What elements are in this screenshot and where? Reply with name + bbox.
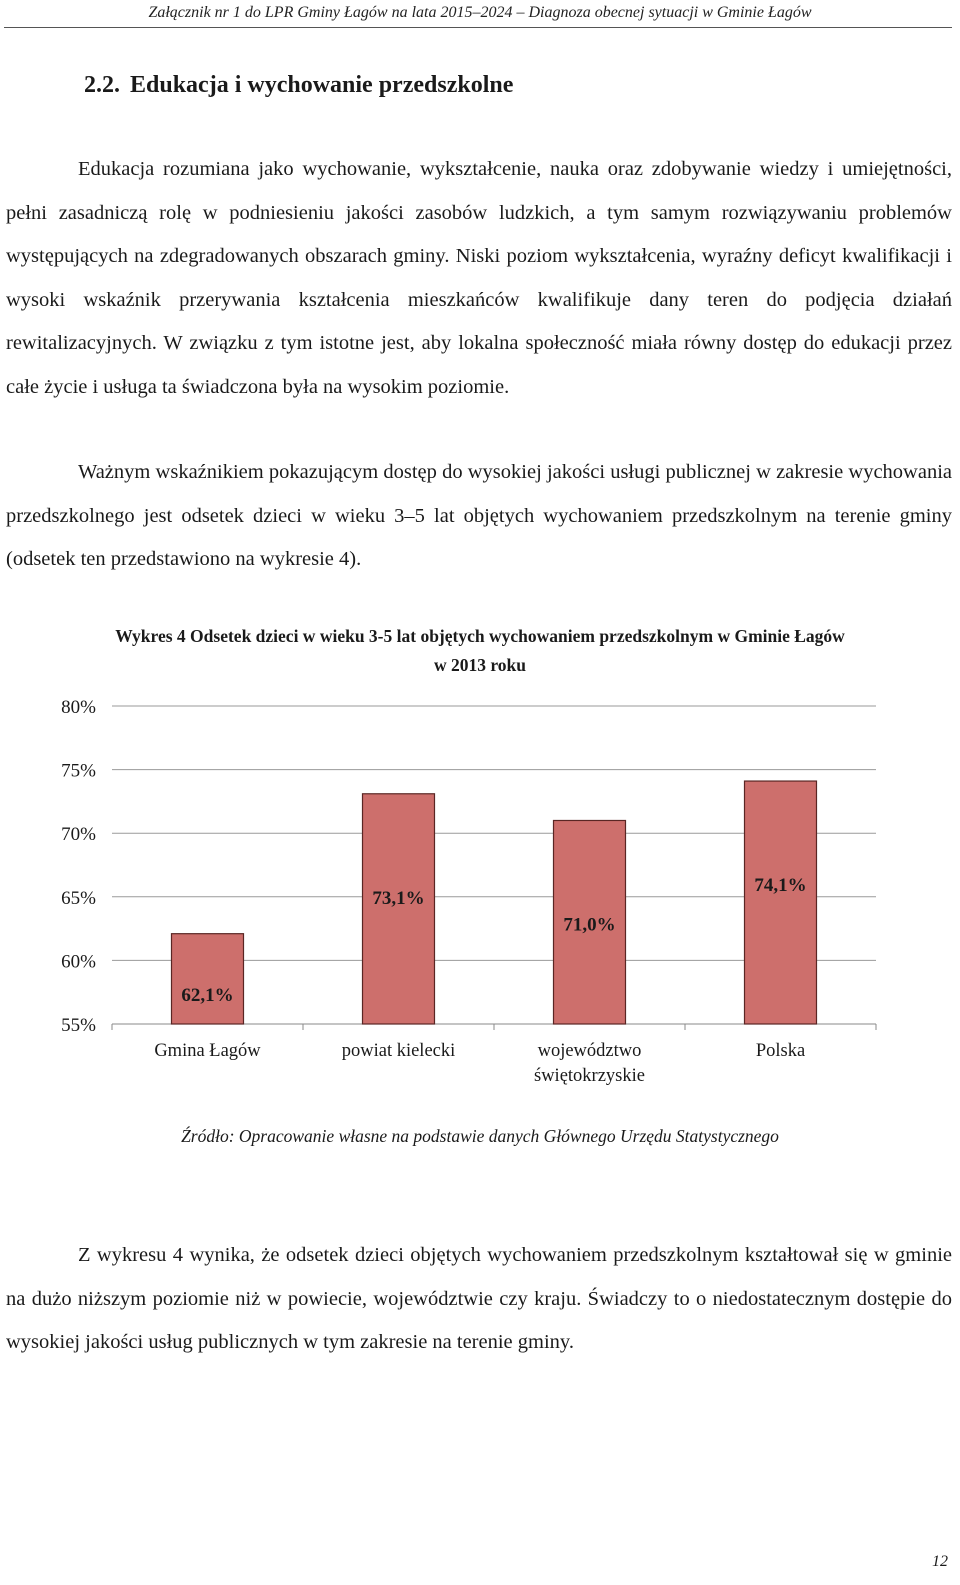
- chart-title-line-1: Wykres 4 Odsetek dzieci w wieku 3-5 lat objętych wychowaniem przedszkolnym w Gminie Łagów: [115, 626, 845, 646]
- data-label: 73,1%: [372, 887, 425, 909]
- bar: [363, 794, 435, 1024]
- section-number: 2.2.: [84, 72, 120, 98]
- x-category-label: Polska: [755, 1041, 806, 1061]
- document-header: Załącznik nr 1 do LPR Gminy Łagów na lata 2015–2024 – Diagnoza obecnej sytuacji w Gminie Łagów: [148, 4, 812, 21]
- x-category-label: Gmina Łagów: [154, 1041, 261, 1061]
- section-title: Edukacja i wychowanie przedszkolne: [130, 72, 514, 98]
- chart-title: [0, 622, 960, 680]
- chart-source-note: Źródło: Opracowanie własne na podstawie danych Głównego Urzędu Statystycznego: [181, 1126, 779, 1146]
- page-number: 12: [932, 1553, 948, 1570]
- paragraph-indicator: Ważnym wskaźnikiem pokazującym dostęp do wysokiej jakości usługi publicznej w zakresie wychowania przedszkolnego jest odsetek dzieci w wieku 3–5 lat objętych wychowaniem przedszkolnym na terenie gminy (odsetek ten przedstawiono na wykresie 4).: [6, 461, 952, 570]
- y-tick-label: 65%: [61, 887, 96, 909]
- preschool-bar-chart: [0, 690, 960, 1110]
- bar: [172, 934, 244, 1024]
- chart-title-line-2: w 2013 roku: [433, 655, 527, 675]
- y-tick-label: 60%: [61, 951, 96, 973]
- data-label: 71,0%: [563, 914, 616, 936]
- data-label: 74,1%: [754, 875, 807, 897]
- y-tick-label: 75%: [61, 760, 96, 782]
- section-heading: [84, 72, 513, 99]
- data-label: 62,1%: [181, 984, 234, 1006]
- paragraph-conclusion: Z wykresu 4 wynika, że odsetek dzieci objętych wychowaniem przedszkolnym kształtował się w gminie na dużo niższym poziomie niż w powiecie, województwie czy kraju. Świadczy to o niedostatecznym dostępie do wysokiej jakości usług publicznych w tym zakresie na terenie gminy.: [6, 1244, 952, 1353]
- y-tick-label: 70%: [61, 824, 96, 846]
- header-divider: [4, 27, 952, 28]
- y-tick-label: 55%: [61, 1015, 96, 1036]
- x-category-label: województwo: [537, 1041, 642, 1061]
- y-tick-label: 80%: [61, 697, 96, 718]
- x-category-label: powiat kielecki: [341, 1041, 456, 1061]
- paragraph-intro: Edukacja rozumiana jako wychowanie, wykształcenie, nauka oraz zdobywanie wiedzy i umiejętności, pełni zasadniczą rolę w podniesieniu jakości zasobów ludzkich, a tym samym rozwiązywaniu problemów występujących na zdegradowanych obszarach gminy. Niski poziom wykształcenia, wyraźny deficyt kwalifikacji i wysoki wskaźnik przerywania kształcenia mieszkańców kwalifikuje dany teren do podjęcia działań rewitalizacyjnych. W związku z tym istotne jest, aby lokalna społeczność miała równy dostęp do edukacji przez całe życie i usługa ta świadczona była na wysokim poziomie.: [6, 158, 952, 398]
- x-category-label: świętokrzyskie: [534, 1066, 645, 1086]
- bar: [745, 781, 817, 1024]
